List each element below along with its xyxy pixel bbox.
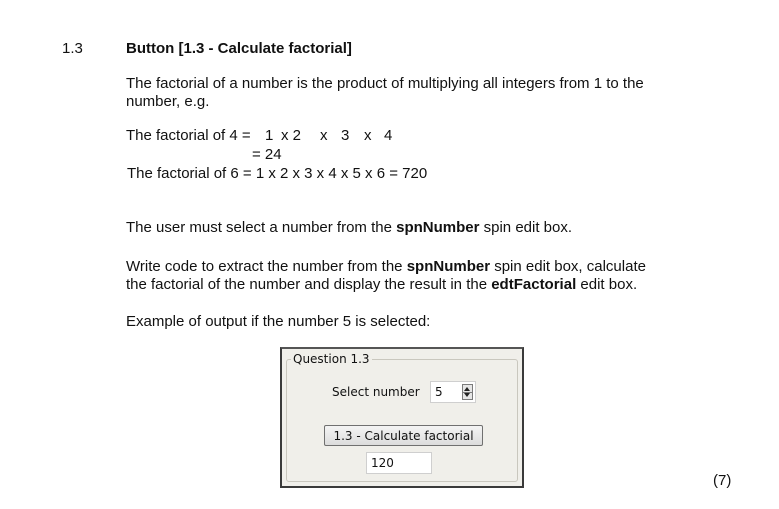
example-caption: Example of output if the number 5 is selected: [126, 313, 431, 330]
eq1-term: 1 [265, 127, 274, 144]
eq1-result: = 24 [252, 146, 282, 163]
eq1-term: x 2 [281, 127, 302, 144]
text: edit box. [576, 276, 638, 293]
eq1-term: x [364, 127, 372, 144]
example-form-panel [280, 347, 524, 488]
calculate-factorial-button[interactable]: 1.3 - Calculate factorial [324, 425, 483, 446]
question-number: 1.3 [62, 40, 83, 57]
eq1-term: x [320, 127, 328, 144]
component-name: spnNumber [396, 219, 480, 236]
intro-line-1: The factorial of a number is the product of multiplying all integers from 1 to the [126, 75, 644, 92]
instruction-select [126, 219, 572, 237]
edt-factorial-edit-box[interactable] [366, 452, 432, 474]
spin-buttons[interactable] [462, 384, 473, 400]
arrow-down-icon[interactable] [464, 393, 470, 397]
output-value: 120 [371, 456, 394, 470]
eq1-label: The factorial of 4 = [126, 127, 251, 144]
arrow-up-icon[interactable] [464, 387, 470, 391]
instruction-code-line-2 [126, 276, 637, 294]
spin-value: 5 [435, 385, 443, 399]
spn-number-spin-edit[interactable] [430, 381, 476, 403]
instruction-code-line-1 [126, 258, 646, 276]
intro-line-2: number, e.g. [126, 93, 210, 110]
question-heading: Button [1.3 - Calculate factorial] [126, 40, 352, 57]
text: Write code to extract the number from the [126, 258, 407, 275]
group-box-title: Question 1.3 [293, 352, 370, 366]
text: spin edit box, calculate [490, 258, 646, 275]
text: The user must select a number from the [126, 219, 397, 236]
eq1-term: 4 [384, 127, 393, 144]
component-name: edtFactorial [491, 276, 577, 293]
text: spin edit box. [479, 219, 573, 236]
text: the factorial of the number and display the result in the [126, 276, 492, 293]
eq1-term: 3 [341, 127, 350, 144]
select-number-label: Select number [332, 385, 420, 399]
marks: (7) [713, 472, 732, 489]
component-name: spnNumber [406, 258, 491, 275]
factorial-example-6: The factorial of 6 = 1 x 2 x 3 x 4 x 5 x 6 = 720 [127, 165, 428, 182]
